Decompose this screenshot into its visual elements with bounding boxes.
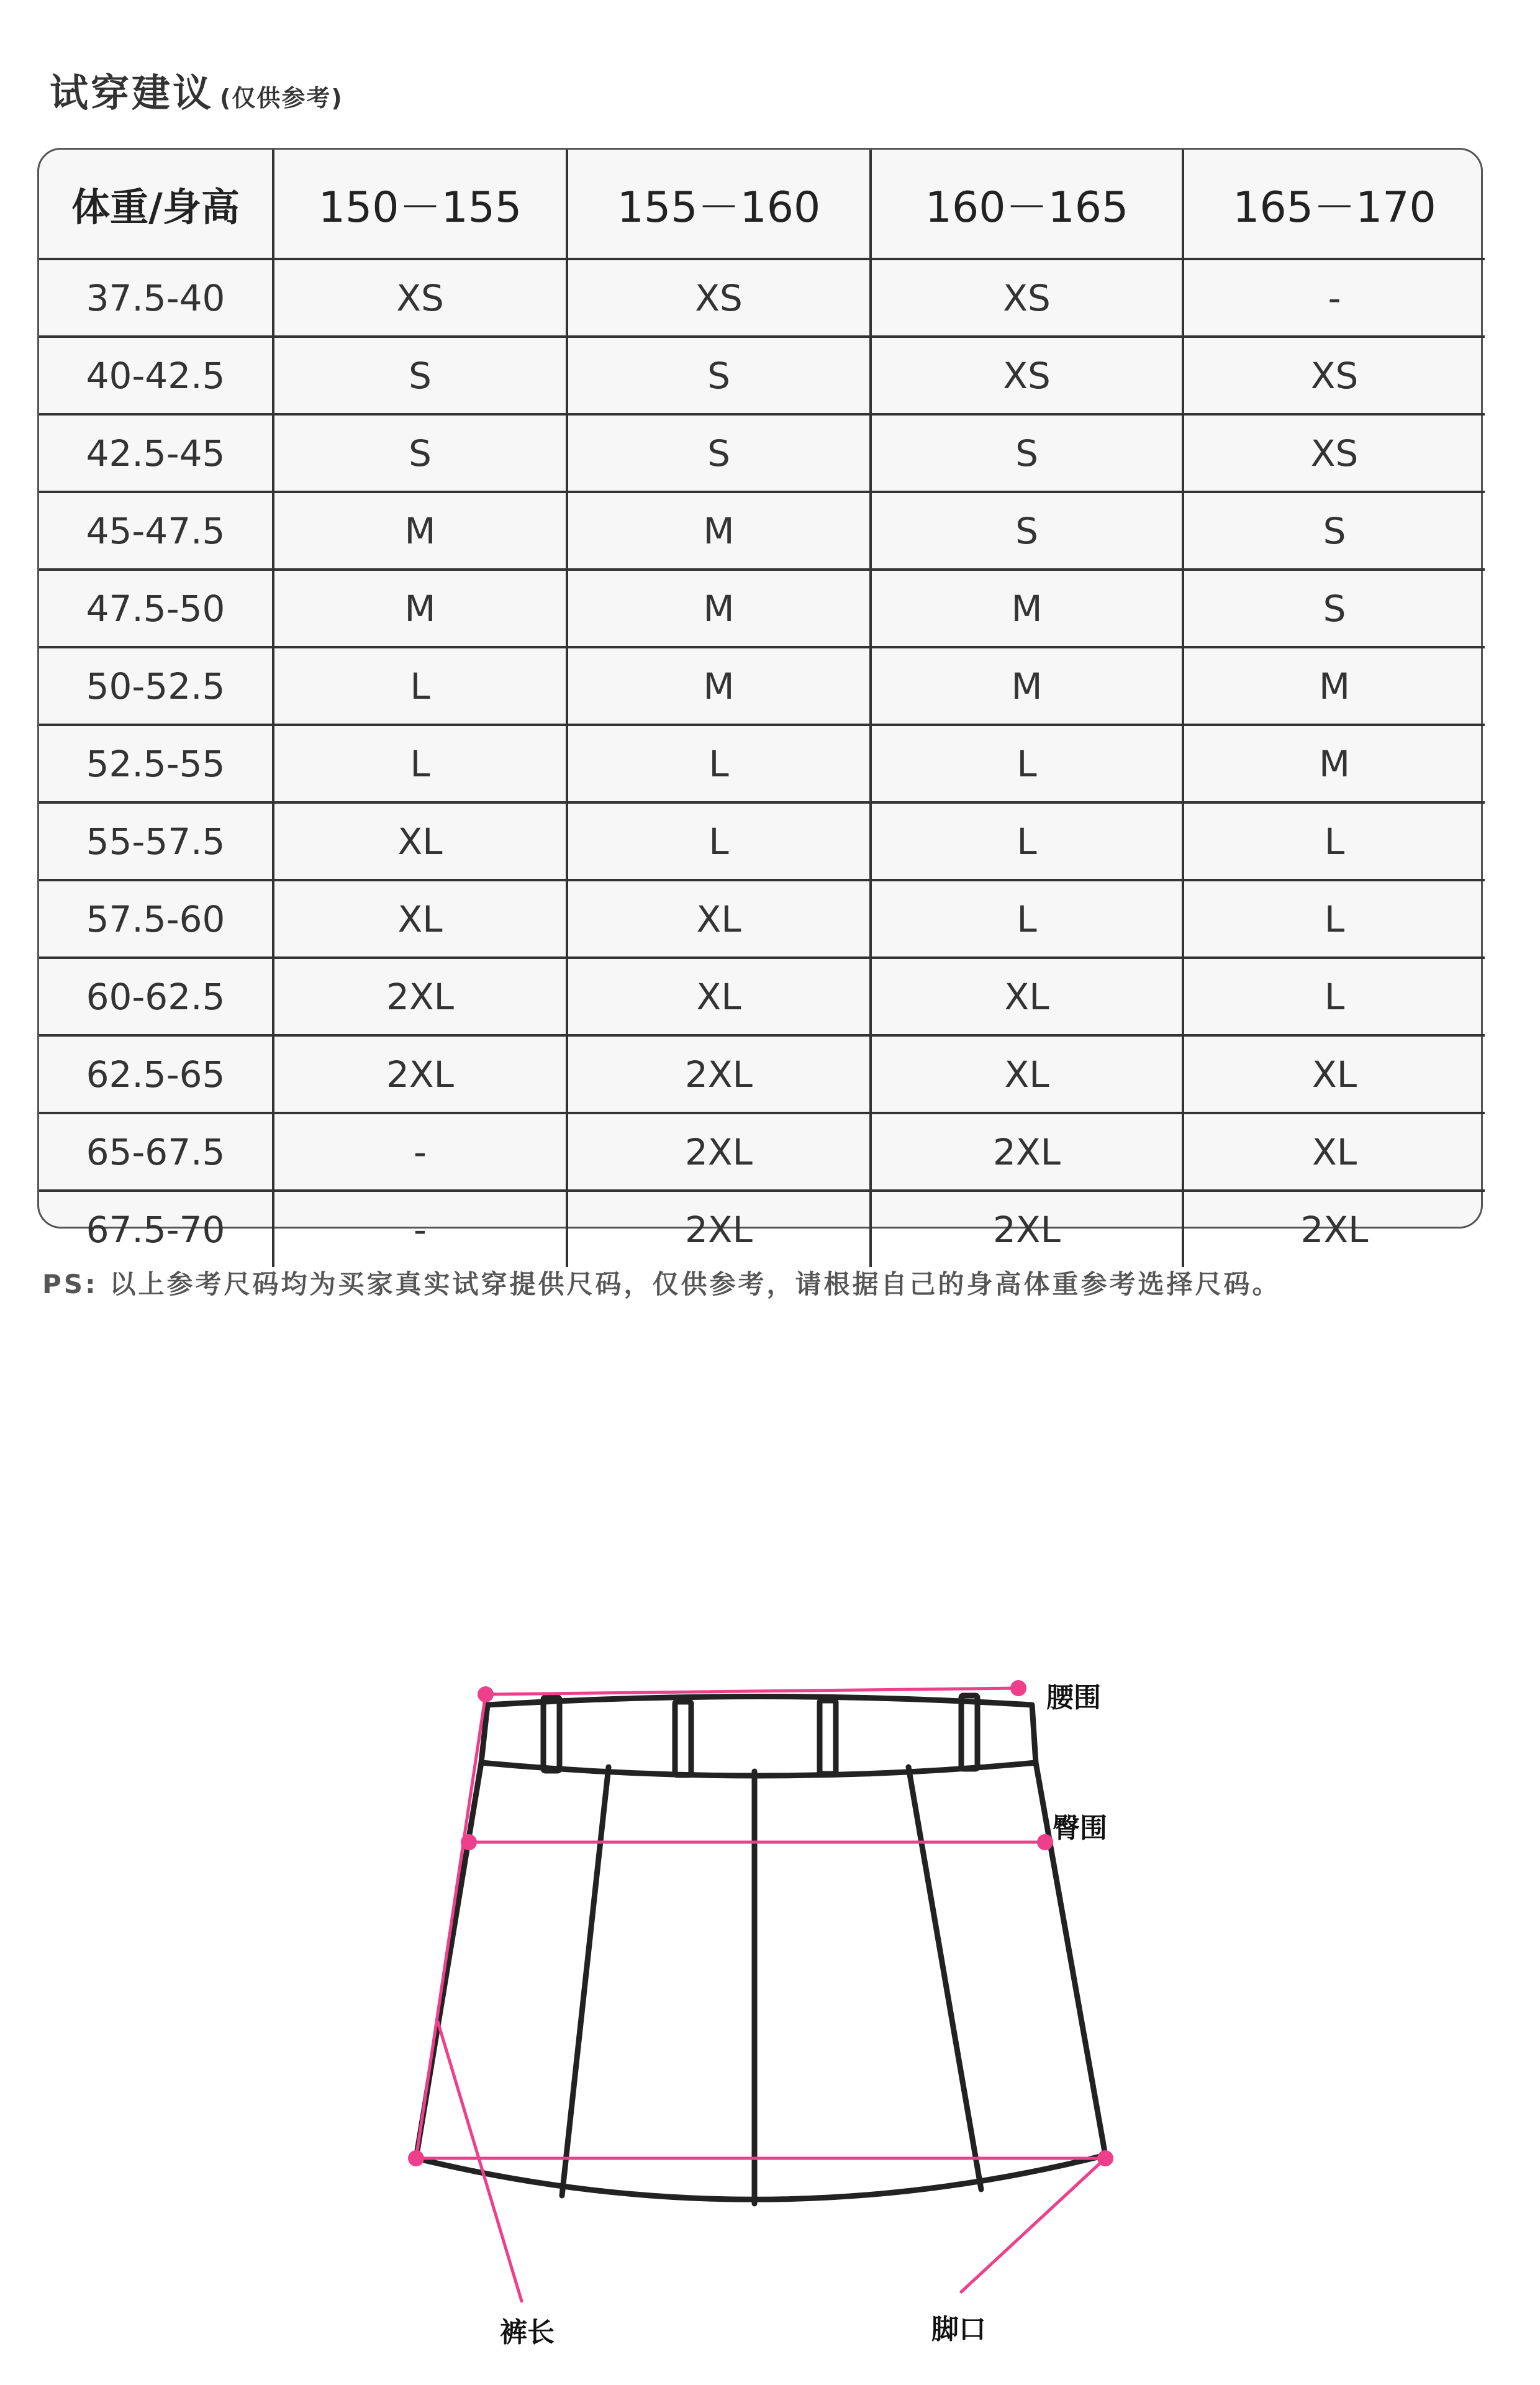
size-cell: M <box>567 647 871 725</box>
column-header: 165－170 <box>1183 150 1485 259</box>
size-cell: 2XL <box>273 1035 567 1113</box>
table-header-row <box>39 150 1485 259</box>
table-row <box>39 1035 1485 1113</box>
size-table <box>37 148 1483 1251</box>
size-cell: S <box>273 414 567 492</box>
size-cell: L <box>871 880 1183 958</box>
size-cell: S <box>567 414 871 492</box>
waist-right-dot <box>1010 1680 1026 1696</box>
hem-label: 脚口 <box>931 2314 986 2345</box>
hip-label: 臀围 <box>1053 1812 1107 1844</box>
column-header: 160－165 <box>871 150 1183 259</box>
belt-loop <box>675 1702 691 1775</box>
size-cell: M <box>273 570 567 647</box>
waist-left-dot <box>478 1686 494 1702</box>
weight-cell: 52.5-55 <box>39 725 273 802</box>
table-row <box>39 802 1485 880</box>
size-cell: L <box>567 725 871 802</box>
size-cell: M <box>567 492 871 570</box>
skirt-body-outline <box>416 1763 1105 2199</box>
hem-left-dot <box>408 2150 424 2166</box>
size-cell: XS <box>871 259 1183 337</box>
table-row <box>39 647 1485 725</box>
table-row <box>39 958 1485 1035</box>
size-cell: XS <box>273 259 567 337</box>
page-title-main: 试穿建议 <box>50 70 214 116</box>
size-cell: XS <box>567 259 871 337</box>
size-cell: L <box>1183 880 1485 958</box>
hip-left-dot <box>461 1834 477 1850</box>
size-cell: - <box>1183 259 1485 337</box>
belt-loop <box>820 1701 836 1774</box>
weight-cell: 47.5-50 <box>39 570 273 647</box>
fit-note: PS: 以上参考尺码均为买家真实试穿提供尺码，仅供参考，请根据自己的身高体重参考选择尺码。 <box>42 1269 1281 1299</box>
length-measure-line <box>416 1694 486 2158</box>
size-cell: XS <box>871 337 1183 414</box>
size-cell: XL <box>273 880 567 958</box>
size-cell: L <box>273 725 567 802</box>
size-cell: XL <box>871 1035 1183 1113</box>
panel-seam <box>908 1767 981 2189</box>
size-cell: XL <box>567 958 871 1035</box>
weight-cell: 50-52.5 <box>39 647 273 725</box>
size-cell: L <box>567 802 871 880</box>
weight-cell: 65-67.5 <box>39 1113 273 1191</box>
table-row <box>39 570 1485 647</box>
waist-measure-line <box>486 1688 1018 1694</box>
size-cell: XL <box>273 802 567 880</box>
size-cell: 2XL <box>273 958 567 1035</box>
weight-cell: 40-42.5 <box>39 337 273 414</box>
weight-cell: 60-62.5 <box>39 958 273 1035</box>
weight-cell: 42.5-45 <box>39 414 273 492</box>
weight-cell: 57.5-60 <box>39 880 273 958</box>
size-cell: M <box>273 492 567 570</box>
size-cell: 2XL <box>871 1191 1183 1267</box>
weight-cell: 62.5-65 <box>39 1035 273 1113</box>
size-cell: XL <box>871 958 1183 1035</box>
size-cell: S <box>1183 570 1485 647</box>
weight-cell: 55-57.5 <box>39 802 273 880</box>
size-cell: S <box>567 337 871 414</box>
size-cell: XL <box>1183 1035 1485 1113</box>
size-cell: S <box>1183 492 1485 570</box>
weight-cell: 67.5-70 <box>39 1191 273 1267</box>
table-row <box>39 492 1485 570</box>
length-leader-line <box>438 2022 522 2301</box>
table-row <box>39 1113 1485 1191</box>
table-row <box>39 1191 1485 1267</box>
panel-seam <box>562 1767 609 2196</box>
column-header: 155－160 <box>567 150 871 259</box>
size-cell: - <box>273 1113 567 1191</box>
size-cell: L <box>1183 802 1485 880</box>
size-cell: XS <box>1183 414 1485 492</box>
size-cell: XS <box>1183 337 1485 414</box>
table-row <box>39 337 1485 414</box>
size-cell: M <box>1183 647 1485 725</box>
size-cell: L <box>871 802 1183 880</box>
page-title <box>50 62 343 117</box>
size-cell: XL <box>567 880 871 958</box>
weight-cell: 45-47.5 <box>39 492 273 570</box>
table-row <box>39 259 1485 337</box>
size-cell: XL <box>1183 1113 1485 1191</box>
skirt-measurement-diagram <box>0 1615 1540 2385</box>
size-cell: 2XL <box>1183 1191 1485 1267</box>
waistband-outline <box>481 1697 1036 1776</box>
size-cell: M <box>1183 725 1485 802</box>
weight-cell: 37.5-40 <box>39 259 273 337</box>
column-header: 体重/身高 <box>39 150 273 259</box>
size-cell: M <box>871 647 1183 725</box>
size-cell: 2XL <box>567 1035 871 1113</box>
size-cell: S <box>273 337 567 414</box>
size-cell: S <box>871 414 1183 492</box>
table-row <box>39 725 1485 802</box>
size-cell: M <box>567 570 871 647</box>
table-row <box>39 414 1485 492</box>
size-cell: M <box>871 570 1183 647</box>
size-cell: S <box>871 492 1183 570</box>
page-title-sub: (仅供参考) <box>220 84 343 112</box>
belt-loop <box>543 1697 559 1771</box>
hip-right-dot <box>1037 1834 1053 1850</box>
size-cell: L <box>273 647 567 725</box>
size-cell: 2XL <box>567 1191 871 1267</box>
length-label: 裤长 <box>500 2317 555 2348</box>
hem-right-dot <box>1097 2150 1113 2166</box>
belt-loop <box>961 1696 977 1769</box>
size-cell: 2XL <box>871 1113 1183 1191</box>
size-cell: L <box>871 725 1183 802</box>
size-cell: - <box>273 1191 567 1267</box>
size-cell: L <box>1183 958 1485 1035</box>
table-row <box>39 880 1485 958</box>
column-header: 150－155 <box>273 150 567 259</box>
waist-label: 腰围 <box>1046 1682 1101 1714</box>
size-cell: 2XL <box>567 1113 871 1191</box>
